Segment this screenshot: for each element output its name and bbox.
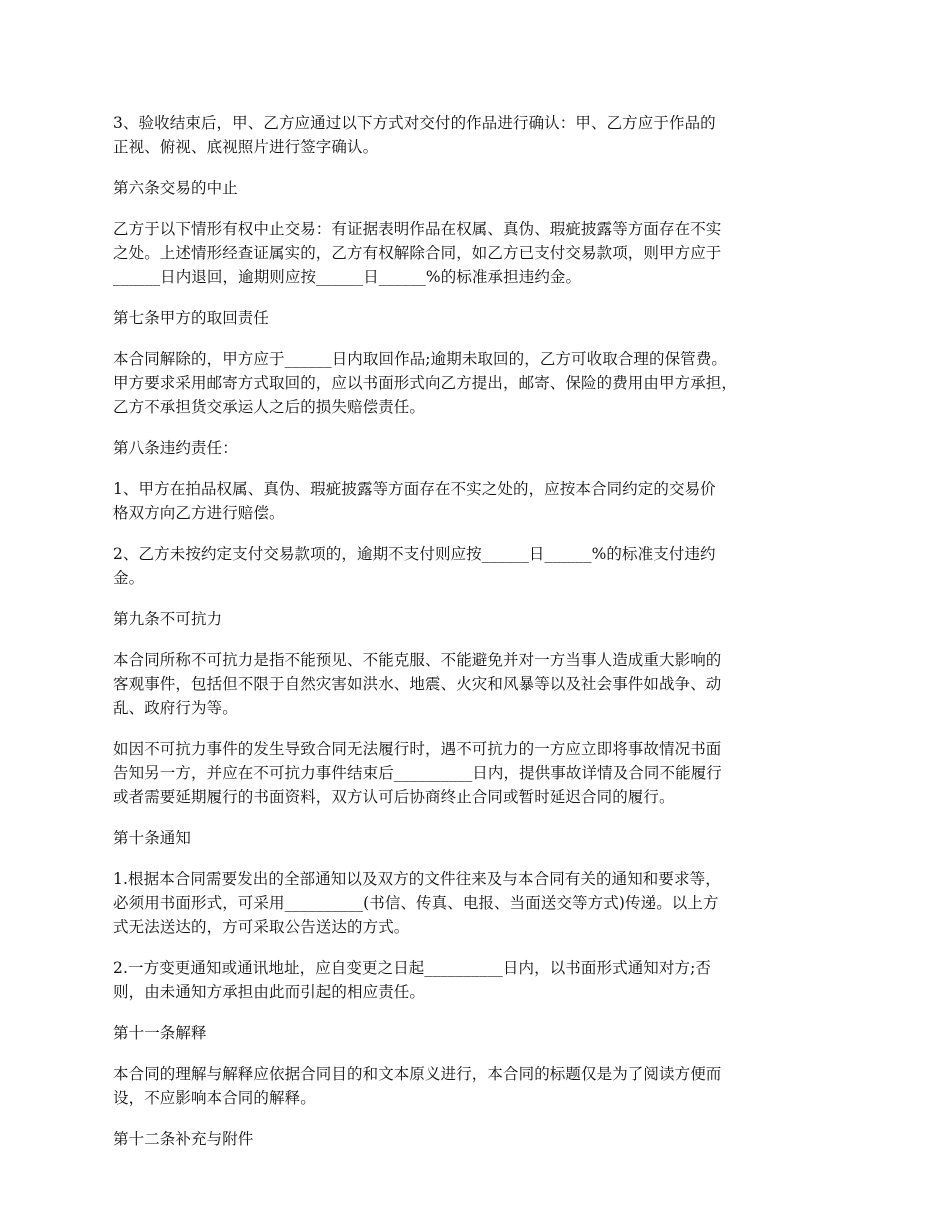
article-8-heading: 第八条违约责任：	[113, 439, 238, 457]
article-9-heading: 第九条不可抗力	[113, 610, 223, 628]
article-8-item-2: 2、乙方未按约定支付交易款项的，逾期不支付则应按______日______%的标准支付违约 金。	[113, 545, 716, 587]
article-11-text: 本合同的理解与解释应依据合同目的和文本原义进行，本合同的标题仅是为了阅读方便而 设，不应影响本合同的解释。	[113, 1065, 722, 1107]
article-7-text: 本合同解除的，甲方应于______日内取回作品;逾期未取回的，乙方可收取合理的保管费。 甲方要求采用邮寄方式取回的，应以书面形式向乙方提出，邮寄、保险的费用由甲方承担， 乙方不承担货交承运人之后的损失赔偿责任。	[113, 350, 738, 416]
article-10-item-2: 2.一方变更通知或通讯地址，应自变更之日起__________日内，以书面形式通知对方;否 则，由未通知方承担由此而引起的相应责任。	[113, 959, 712, 1001]
article-6-text: 乙方于以下情形有权中止交易：有证据表明作品在权属、真伪、瑕疵披露等方面存在不实 之处。上述情形经查证属实的，乙方有权解除合同，如乙方已支付交易款项，则甲方应于 ______日内退回，逾期则应按______日______%的标准承担违约金。	[113, 220, 722, 286]
article-9-definition: 本合同所称不可抗力是指不能预见、不能克服、不能避免并对一方当事人造成重大影响的 客观事件，包括但不限于自然灾害如洪水、地震、火灾和风暴等以及社会事件如战争、动 乱、政府行为等。	[113, 651, 722, 717]
article-9-notice: 如因不可抗力事件的发生导致合同无法履行时，遇不可抗力的一方应立即将事故情况书面 告知另一方，并应在不可抗力事件结束后__________日内，提供事故详情及合同不能履行 或者需要延期履行的书面资料，双方认可后协商终止合同或暂时延迟合同的履行。	[113, 740, 722, 806]
article-10-heading: 第十条通知	[113, 829, 192, 847]
article-7-heading: 第七条甲方的取回责任	[113, 309, 270, 327]
article-6-heading: 第六条交易的中止	[113, 179, 238, 197]
clause-acceptance-confirmation: 3、验收结束后，甲、乙方应通过以下方式对交付的作品进行确认：甲、乙方应于作品的 正视、俯视、底视照片进行签字确认。	[113, 114, 716, 156]
document-body	[113, 111, 843, 1168]
article-10-item-1: 1.根据本合同需要发出的全部通知以及双方的文件往来及与本合同有关的通知和要求等， 必须用书面形式，可采用__________(书信、传真、电报、当面送交等方式)传递。以上方 式无法送达的，方可采取公告送达的方式。	[113, 870, 721, 936]
article-12-heading: 第十二条补充与附件	[113, 1130, 254, 1148]
article-11-heading: 第十一条解释	[113, 1024, 207, 1042]
article-8-item-1: 1、甲方在拍品权属、真伪、瑕疵披露等方面存在不实之处的，应按本合同约定的交易价 格双方向乙方进行赔偿。	[113, 480, 716, 522]
